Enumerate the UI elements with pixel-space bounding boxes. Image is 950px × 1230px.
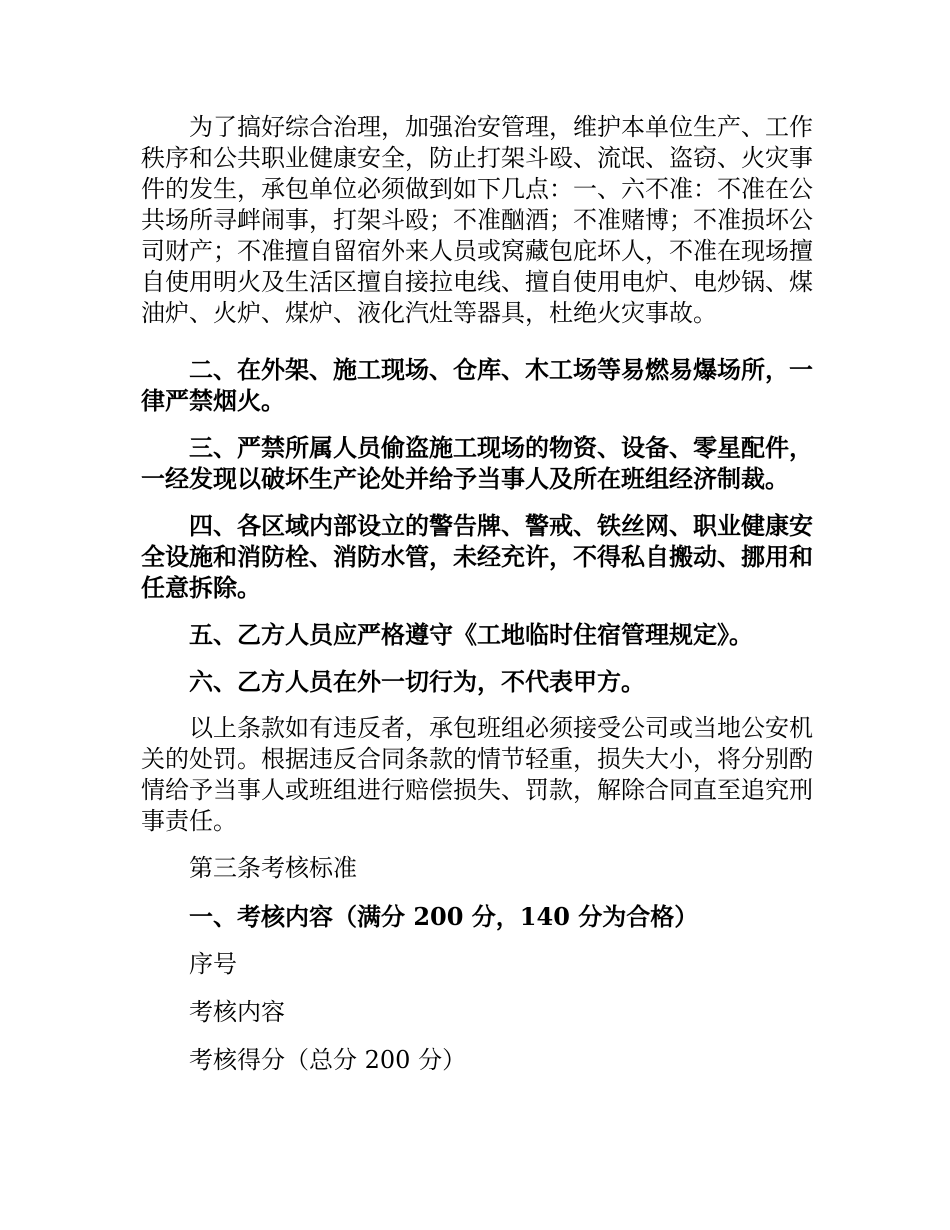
paragraph-rule-6: 六、乙方人员在外一切行为，不代表甲方。 (189, 667, 645, 696)
document-page (141, 112, 813, 1093)
paragraph-penalties: 以上条款如有违反者，承包班组必须接受公司或当地公安机关的处罚。根据违反合同条款的情节轻重，损失大小，将分别酌情给予当事人或班组进行赔偿损失、罚款，解除合同直至追究刑事责任。 (141, 714, 813, 835)
section-heading-assessment: 第三条考核标准 (189, 854, 357, 882)
paragraph-rule-4: 四、各区域内部设立的警告牌、警戒、铁丝网、职业健康安全设施和消防栓、消防水管，未经充许，不得私自搬动、挪用和任意拆除。 (141, 511, 813, 602)
paragraph-rule-3: 三、严禁所属人员偷盗施工现场的物资、设备、零星配件，一经发现以破坏生产论处并给予当事人及所在班组经济制裁。 (141, 433, 813, 493)
column-label-content: 考核内容 (189, 998, 285, 1026)
paragraph-rule-2: 二、在外架、施工现场、仓库、木工场等易燃易爆场所，一律严禁烟火。 (141, 355, 813, 415)
column-label-number: 序号 (189, 950, 237, 978)
column-label-score: 考核得分（总分 200 分） (189, 1046, 467, 1074)
assessment-content-heading: 一、考核内容（满分 200 分，140 分为合格） (189, 902, 699, 931)
paragraph-rule-5: 五、乙方人员应严格遵守《工地临时住宿管理规定》。 (189, 620, 753, 649)
paragraph-security-rules: 为了搞好综合治理，加强治安管理，维护本单位生产、工作秩序和公共职业健康安全，防止打架斗殴、流氓、盗窃、火灾事件的发生，承包单位必须做到如下几点：一、六不准：不准在公共场所寻衅闹事，打架斗殴；不准酗酒；不准赌博；不准损坏公司财产；不准擅自留宿外来人员或窝藏包庇坏人，不准在现场擅自使用明火及生活区擅自接拉电线、擅自使用电炉、电炒锅、煤油炉、火炉、煤炉、液化汽灶等器具，杜绝火灾事故。 (141, 113, 813, 327)
